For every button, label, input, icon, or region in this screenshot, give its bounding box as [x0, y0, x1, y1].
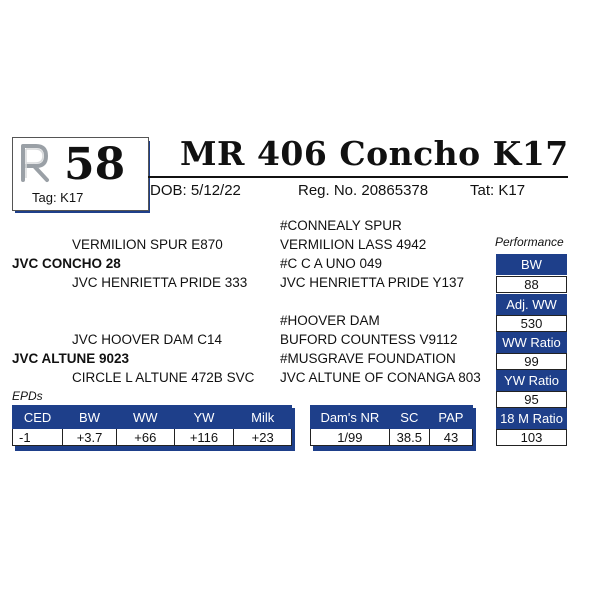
dam-header-pap: PAP — [429, 406, 472, 429]
perf-yw-ratio-header: YW Ratio — [496, 370, 567, 391]
title-divider — [148, 176, 568, 178]
epd-value-row — [13, 429, 292, 446]
pedigree-dds: #MUSGRAVE FOUNDATION — [280, 351, 456, 366]
perf-18m-ratio-value: 103 — [496, 429, 567, 446]
dam-value-sc: 38.5 — [389, 429, 429, 446]
pedigree-sire-dam: JVC HENRIETTA PRIDE 333 — [72, 275, 248, 290]
pedigree-ddd: JVC ALTUNE OF CONANGA 803 — [280, 370, 481, 385]
epd-header-row — [13, 406, 292, 429]
pedigree-sire-sire: VERMILION SPUR E870 — [72, 237, 223, 252]
brand-logo-icon — [18, 140, 52, 186]
dam-header-nr: Dam's NR — [311, 406, 390, 429]
epd-value-ced: -1 — [13, 429, 63, 446]
perf-bw-header: BW — [496, 254, 567, 275]
epd-table — [12, 405, 292, 446]
lot-tag: Tag: K17 — [32, 190, 84, 205]
pedigree-sds: #C C A UNO 049 — [280, 256, 383, 271]
animal-title: MR 406 Concho K17 — [180, 134, 569, 173]
pedigree-dam-sire: JVC HOOVER DAM C14 — [72, 332, 223, 347]
pedigree-ssd: VERMILION LASS 4942 — [280, 237, 427, 252]
perf-adj-ww-header: Adj. WW — [496, 294, 567, 315]
pedigree-sss: #CONNEALY SPUR — [280, 218, 402, 233]
epd-header-yw: YW — [174, 406, 234, 429]
epd-value-ww: +66 — [116, 429, 174, 446]
dam-stats-table — [310, 405, 473, 446]
epd-value-bw: +3.7 — [63, 429, 117, 446]
performance-label: Performance — [495, 235, 564, 249]
epd-value-milk: +23 — [234, 429, 292, 446]
pedigree-dam: JVC ALTUNE 9023 — [12, 351, 130, 366]
epd-header-bw: BW — [63, 406, 117, 429]
pedigree-dss: #HOOVER DAM — [280, 313, 380, 328]
epd-header-ced: CED — [13, 406, 63, 429]
perf-18m-ratio-header: 18 M Ratio — [496, 408, 567, 429]
dam-value-pap: 43 — [429, 429, 472, 446]
registration-number: Reg. No. 20865378 — [298, 182, 429, 199]
pedigree-dsd: BUFORD COUNTESS V9112 — [280, 332, 458, 347]
lot-number: 58 — [64, 139, 126, 190]
dob-text: DOB: 5/12/22 — [150, 182, 241, 199]
perf-adj-ww-value: 530 — [496, 315, 567, 332]
epd-value-yw: +116 — [174, 429, 234, 446]
dam-header-sc: SC — [389, 406, 429, 429]
pedigree-sire: JVC CONCHO 28 — [12, 256, 121, 271]
pedigree-sdd: JVC HENRIETTA PRIDE Y137 — [280, 275, 465, 290]
epd-header-ww: WW — [116, 406, 174, 429]
dam-value-nr: 1/99 — [311, 429, 390, 446]
dam-header-row — [311, 406, 473, 429]
perf-ww-ratio-header: WW Ratio — [496, 332, 567, 353]
perf-ww-ratio-value: 99 — [496, 353, 567, 370]
epds-label: EPDs — [12, 389, 43, 403]
tattoo-text: Tat: K17 — [470, 182, 526, 199]
epd-header-milk: Milk — [234, 406, 292, 429]
perf-bw-value: 88 — [496, 276, 567, 293]
perf-yw-ratio-value: 95 — [496, 391, 567, 408]
dam-value-row — [311, 429, 473, 446]
pedigree-dam-dam: CIRCLE L ALTUNE 472B SVC — [72, 370, 255, 385]
